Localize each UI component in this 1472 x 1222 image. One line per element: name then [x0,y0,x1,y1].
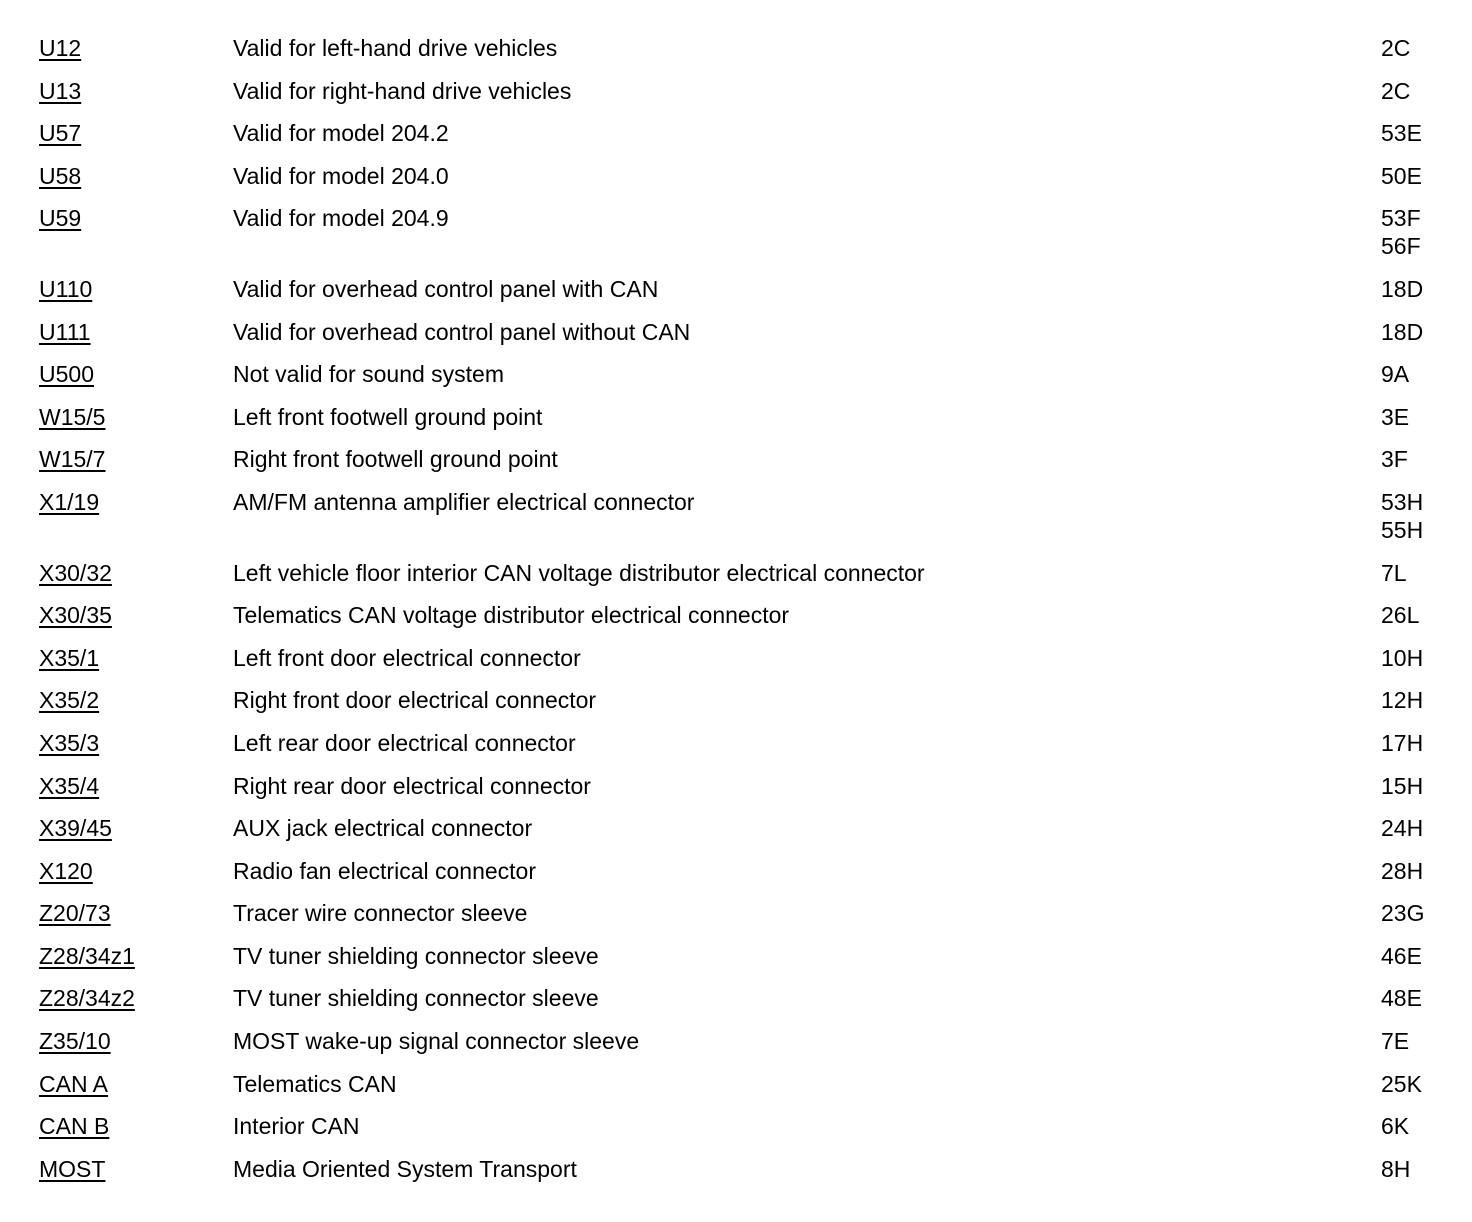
component-description: Valid for model 204.0 [233,162,449,189]
legend-row [0,488,1472,559]
legend-row [0,360,1472,403]
grid-reference: 53F [1381,205,1421,232]
component-description: Telematics CAN voltage distributor electrical connector [233,602,790,629]
component-code-link[interactable]: X30/35 [39,602,112,629]
component-code-link[interactable]: Z35/10 [39,1028,111,1055]
grid-reference-list [1381,686,1461,714]
legend-row [0,686,1472,729]
legend-row [0,814,1472,857]
grid-reference: 18D [1381,275,1424,302]
legend-row [0,1070,1472,1113]
component-code-link[interactable]: X35/3 [39,729,100,756]
component-code-link[interactable]: X35/2 [39,687,100,714]
grid-reference: 2C [1381,35,1411,61]
component-description: Valid for model 204.9 [233,205,449,232]
legend-row [0,559,1472,602]
component-code-link[interactable]: X35/1 [39,644,100,671]
grid-reference: 7E [1381,1028,1410,1055]
legend-row [0,1027,1472,1070]
component-description: AM/FM antenna amplifier electrical connector [233,488,695,515]
grid-reference-list [1381,318,1461,346]
grid-reference-list [1381,77,1461,105]
component-description: Valid for overhead control panel without CAN [233,318,691,345]
grid-reference: 10H [1381,644,1424,671]
component-description: Left rear door electrical connector [233,729,576,756]
component-description: Right front door electrical connector [233,687,597,714]
component-code-link[interactable]: U57 [39,120,82,147]
component-description: Valid for overhead control panel with CAN [233,275,659,302]
component-code-link[interactable]: U12 [39,35,82,61]
grid-reference-list [1381,360,1461,388]
grid-reference-list [1381,403,1461,431]
grid-reference: 18D [1381,318,1424,345]
legend-row [0,204,1472,275]
component-code-link[interactable]: X120 [39,857,93,884]
component-description: Interior CAN [233,1113,360,1140]
grid-reference: 3E [1381,403,1410,430]
component-code-link[interactable]: X39/45 [39,815,112,842]
legend-row [0,601,1472,644]
component-description: Not valid for sound system [233,361,505,388]
legend-row [0,1112,1472,1155]
component-code-link[interactable]: X30/32 [39,559,112,586]
grid-reference: 26L [1381,602,1420,629]
grid-reference: 24H [1381,815,1424,842]
legend-row [0,942,1472,985]
component-description: Valid for right-hand drive vehicles [233,77,572,104]
component-code-link[interactable]: U110 [39,275,93,302]
grid-reference-list [1381,488,1461,544]
legend-row [0,162,1472,205]
component-code-link[interactable]: X1/19 [39,488,100,515]
grid-reference: 7L [1381,559,1407,586]
grid-reference: 9A [1381,361,1410,388]
grid-reference-list [1381,34,1461,62]
legend-row [0,857,1472,900]
grid-reference: 15H [1381,772,1424,799]
grid-reference-list [1381,857,1461,885]
component-code-link[interactable]: U500 [39,361,94,388]
grid-reference-list [1381,1112,1461,1140]
grid-reference: 2C [1381,77,1411,104]
grid-reference: 6K [1381,1113,1410,1140]
legend-row [0,1155,1472,1198]
grid-reference-list [1381,899,1461,927]
component-description: Radio fan electrical connector [233,857,536,884]
component-code-link[interactable]: U111 [39,318,91,345]
legend-row [0,318,1472,361]
component-code-link[interactable]: MOST [39,1155,106,1182]
grid-reference-list [1381,559,1461,587]
legend-row [0,403,1472,446]
grid-reference: 25K [1381,1070,1422,1097]
grid-reference-list [1381,1155,1461,1183]
legend-row [0,275,1472,318]
component-code-link[interactable]: U59 [39,205,82,232]
component-description: Tracer wire connector sleeve [233,900,528,927]
component-description: Valid for model 204.2 [233,120,449,147]
component-code-link[interactable]: U13 [39,77,82,104]
grid-reference-list [1381,814,1461,842]
legend-row [0,119,1472,162]
component-code-link[interactable]: U58 [39,162,82,189]
grid-reference: 48E [1381,985,1422,1012]
component-code-link[interactable]: Z20/73 [39,900,111,927]
grid-reference: 50E [1381,162,1422,189]
component-code-link[interactable]: CAN B [39,1113,110,1140]
component-description: Media Oriented System Transport [233,1155,577,1182]
grid-reference: 28H [1381,857,1424,884]
grid-reference-list [1381,162,1461,190]
grid-reference-list [1381,984,1461,1012]
legend-row [0,34,1472,77]
grid-reference: 3F [1381,446,1408,473]
grid-reference-list [1381,275,1461,303]
grid-reference-list [1381,1027,1461,1055]
grid-reference: 8H [1381,1155,1411,1182]
component-description: Left front door electrical connector [233,644,581,671]
legend-row [0,729,1472,772]
component-description: MOST wake-up signal connector sleeve [233,1028,640,1055]
legend-row [0,984,1472,1027]
grid-reference-list [1381,601,1461,629]
component-code-link[interactable]: W15/5 [39,403,106,430]
legend-row [0,899,1472,942]
component-code-link[interactable]: X35/4 [39,772,100,799]
grid-reference: 53H [1381,488,1424,515]
grid-reference-list [1381,204,1461,260]
legend-row [0,772,1472,815]
grid-reference-list [1381,942,1461,970]
component-legend-table [0,34,1472,1197]
grid-reference: 17H [1381,729,1424,756]
component-description: TV tuner shielding connector sleeve [233,942,599,969]
component-code-link[interactable]: Z28/34z1 [39,942,135,969]
component-description: AUX jack electrical connector [233,815,533,842]
grid-reference: 46E [1381,942,1422,969]
legend-row [0,445,1472,488]
grid-reference-list [1381,445,1461,473]
component-code-link[interactable]: Z28/34z2 [39,985,135,1012]
legend-row [0,644,1472,687]
component-description: Right front footwell ground point [233,446,558,473]
grid-reference-list [1381,119,1461,147]
legend-row [0,77,1472,120]
grid-reference-list [1381,1070,1461,1098]
grid-reference: 23G [1381,900,1425,927]
grid-reference: 12H [1381,687,1424,714]
grid-reference-list [1381,772,1461,800]
component-code-link[interactable]: CAN A [39,1070,109,1097]
component-description: Valid for left-hand drive vehicles [233,35,558,61]
component-description: Left vehicle floor interior CAN voltage distributor electrical connector [233,559,925,586]
component-description: Right rear door electrical connector [233,772,591,799]
component-code-link[interactable]: W15/7 [39,446,106,473]
component-description: Left front footwell ground point [233,403,543,430]
grid-reference: 53E [1381,120,1422,147]
grid-reference: 55H [1381,516,1424,543]
grid-reference-list [1381,644,1461,672]
grid-reference: 56F [1381,233,1421,260]
component-description: TV tuner shielding connector sleeve [233,985,599,1012]
grid-reference-list [1381,729,1461,757]
component-description: Telematics CAN [233,1070,397,1097]
